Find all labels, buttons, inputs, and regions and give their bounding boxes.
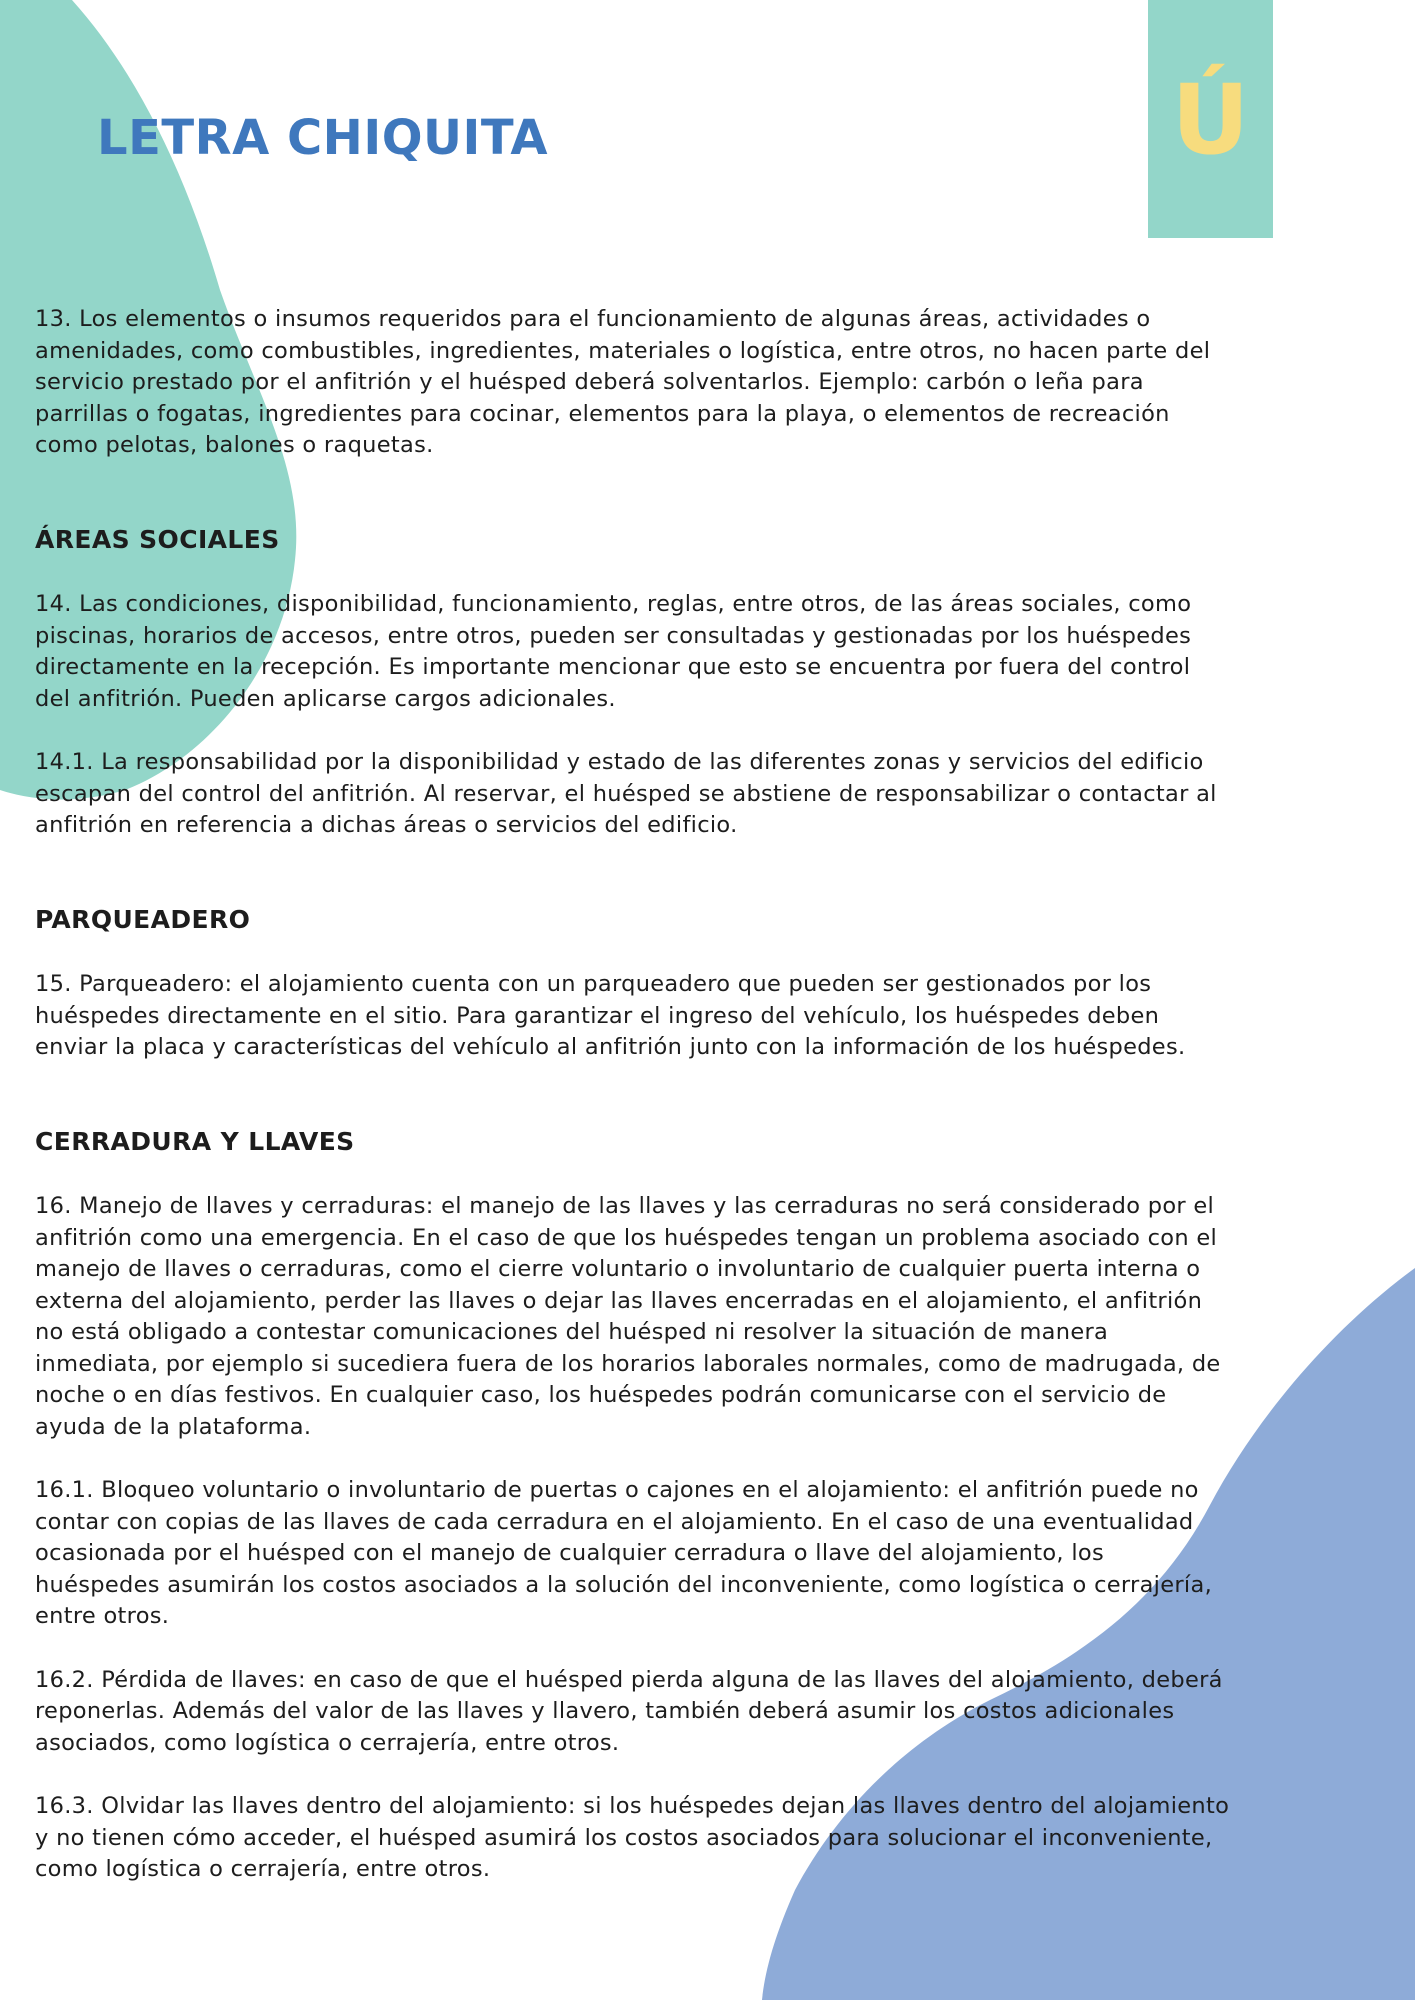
heading-parqueadero: PARQUEADERO xyxy=(35,904,251,934)
heading-cerradura-llaves: CERRADURA Y LLAVES xyxy=(35,1126,355,1156)
corner-letter: Ú xyxy=(1171,64,1250,176)
page-title: LETRA CHIQUITA xyxy=(97,110,548,166)
paragraph-16: 16. Manejo de llaves y cerraduras: el manejo de las llaves y las cerraduras no será considerado por el anfitrión como una emergencia. En el caso de que los huéspedes tengan un problema asociado con el manejo de llaves o cerraduras, como el cierre voluntario o involuntario de cualquier puerta interna o externa del alojamiento, perder las llaves o dejar las llaves encerradas en el alojamiento, el anfitrión no está obligado a contestar comunicaciones del huésped ni resolver la situación de manera inmediata, por ejemplo si sucediera fuera de los horarios laborales normales, como de madrugada, de noche o en días festivos. En cualquier caso, los huéspedes podrán comunicarse con el servicio de ayuda de la plataforma. xyxy=(35,1193,1221,1440)
paragraph-15: 15. Parqueadero: el alojamiento cuenta con un parqueadero que pueden ser gestionados por los huéspedes directamente en el sitio. Para garantizar el ingreso del vehículo, los huéspedes deben enviar la placa y características del vehículo al anfitrión junto con la información de los huéspedes. xyxy=(35,971,1186,1060)
paragraph-16-1: 16.1. Bloqueo voluntario o involuntario de puertas o cajones en el alojamiento: el anfitrión puede no contar con copias de las llaves de cada cerradura en el alojamiento. En el caso de una eventualidad ocasionada por el huésped con el manejo de cualquier cerradura o llave del alojamiento, los huéspedes asumirán los costos asociados a la solución del inconveniente, como logística o cerrajería, entre otros. xyxy=(35,1477,1213,1629)
paragraph-16-2: 16.2. Pérdida de llaves: en caso de que el huésped pierda alguna de las llaves del alojamiento, deberá reponerlas. Además del valor de las llaves y llavero, también deberá asumir los costos adicionales asociados, como logística o cerrajería, entre otros. xyxy=(35,1666,1223,1756)
paragraph-13: 13. Los elementos o insumos requeridos para el funcionamiento de algunas áreas, actividades o amenidades, como combustibles, ingredientes, materiales o logística, entre otros, no hacen parte del servicio prestado por el anfitrión y el huésped deberá solventarlos. Ejemplo: carbón o leña para parrillas o fogatas, ingredientes para cocinar, elementos para la playa, o elementos de recreación como pelotas, balones o raquetas. xyxy=(35,306,1211,458)
paragraph-16-3: 16.3. Olvidar las llaves dentro del alojamiento: si los huéspedes dejan las llaves dentro del alojamiento y no tienen cómo acceder, el huésped asumirá los costos asociados para solucionar el inconveniente, como logística o cerrajería, entre otros. xyxy=(35,1793,1230,1882)
corner-tab xyxy=(1148,0,1273,238)
paragraph-14-1: 14.1. La responsabilidad por la disponibilidad y estado de las diferentes zonas y servicios del edificio escapan del control del anfitrión. Al reservar, el huésped se abstiene de responsabilizar o contactar al anfitrión en referencia a dichas áreas o servicios del edificio. xyxy=(35,749,1217,838)
heading-areas-sociales: ÁREAS SOCIALES xyxy=(35,524,280,554)
document-body xyxy=(35,304,1380,1886)
paragraph-14: 14. Las condiciones, disponibilidad, funcionamiento, reglas, entre otros, de las áreas sociales, como piscinas, horarios de accesos, entre otros, pueden ser consultadas y gestionadas por los huéspedes directamente en la recepción. Es importante mencionar que esto se encuentra por fuera del control del anfitrión. Pueden aplicarse cargos adicionales. xyxy=(35,591,1192,712)
